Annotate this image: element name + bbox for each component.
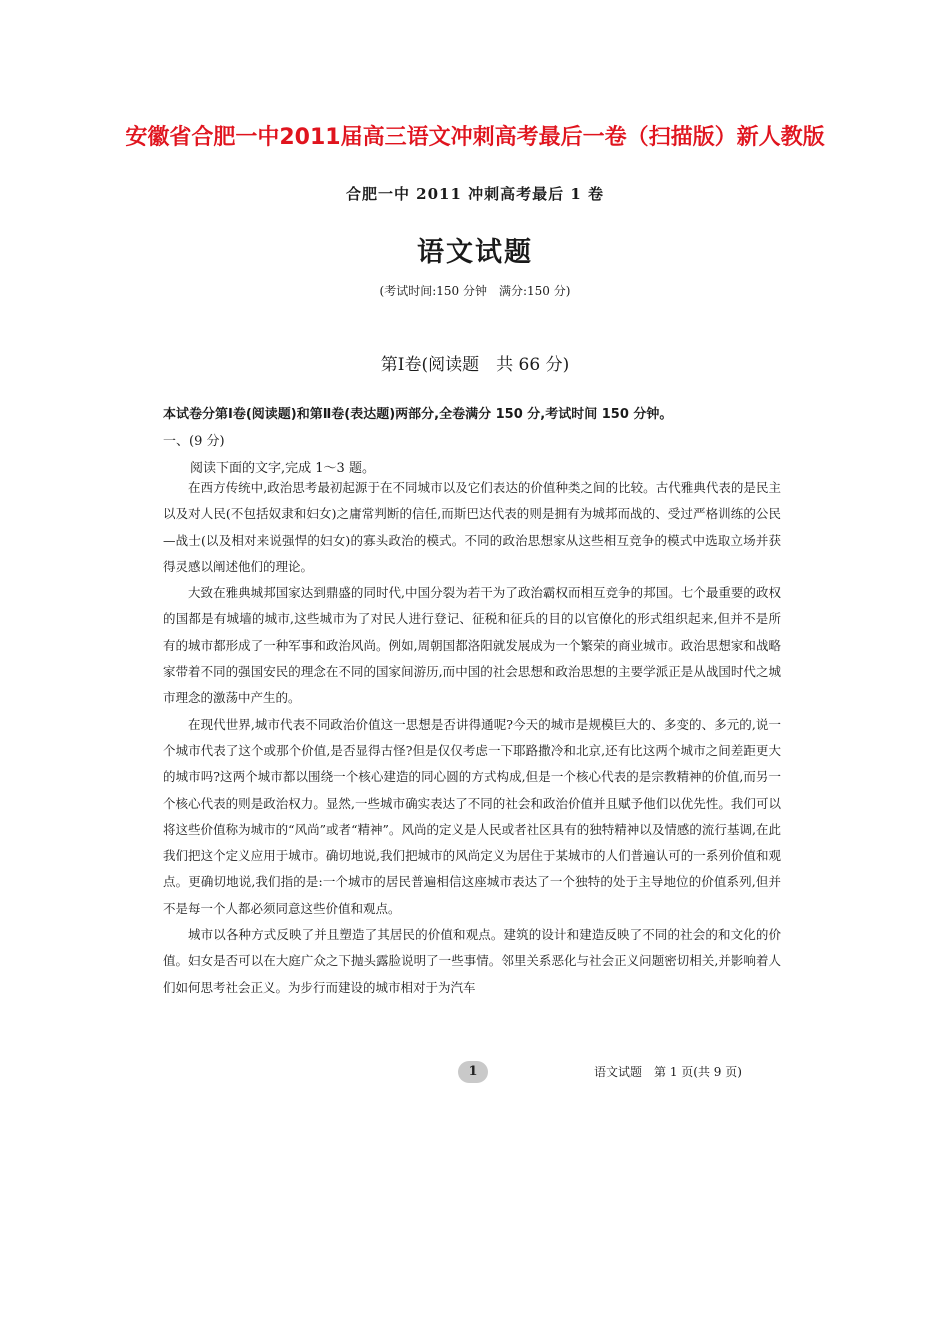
passage-paragraph: 在西方传统中,政治思考最初起源于在不同城市以及它们表达的价值种类之间的比较。古代雅典代表的是民主以及对人民(不包括奴隶和妇女)之庸常判断的信任,而斯巴达代表的则是拥有为城邦而战的、受过严格训练的公民—战士(以及相对来说强悍的妇女)的寡头政治的模式。不同的政治思想家从这些相互竞争的模式中选取立场并获得灵感以阐述他们的理论。 [163, 480, 781, 574]
passage-paragraph: 在现代世界,城市代表不同政治价值这一思想是否讲得通呢?今天的城市是规模巨大的、多变的、多元的,说一个城市代表了这个或那个价值,是否显得古怪?但是仅仅考虑一下耶路撒冷和北京,还有比这两个城市之间差距更大的城市吗?这两个城市都以围绕一个核心建造的同心圆的方式构成,但是一个核心代表的是宗教精神的价值,而另一个核心代表的则是政治权力。显然,一些城市确实表达了不同的社会和政治价值并且赋予他们以优先性。我们可以将这些价值称为城市的“风尚”或者“精神”。风尚的定义是人民或者社区具有的独特精神以及情感的流行基调,在此我们把这个定义应用于城市。确切地说,我们把城市的风尚定义为居住于某城市的人们普遍认可的一系列价值和观点。更确切地说,我们指的是:一个城市的居民普遍相信这座城市表达了一个独特的处于主导地位的价值系列,但并不是每一个人都必须同意这些价值和观点。 [163, 716, 781, 916]
exam-subject-title: 语文试题 [417, 237, 533, 268]
page-number-badge: 1 [458, 1061, 488, 1083]
passage-paragraph: 城市以各种方式反映了并且塑造了其居民的价值和观点。建筑的设计和建造反映了不同的社会的和文化的价值。妇女是否可以在大庭广众之下抛头露脸说明了一些事情。邻里关系恶化与社会正义问题密切相关,并影响着人们如何思考社会正义。为步行而建设的城市相对于为汽车 [163, 927, 781, 995]
exam-time-info: (考试时间:150 分钟 满分:150 分) [379, 284, 571, 298]
reading-passage [163, 475, 781, 1001]
section-title: 第Ⅰ卷(阅读题 共 66 分) [380, 355, 570, 375]
page-footer [0, 1057, 950, 1087]
exam-instructions: 本试卷分第Ⅰ卷(阅读题)和第Ⅱ卷(表达题)两部分,全卷满分 150 分,考试时间 150 分钟。 [163, 407, 673, 422]
passage-paragraph: 大致在雅典城邦国家达到鼎盛的同时代,中国分裂为若干为了政治霸权而相互竞争的邦国。七个最重要的政权的国都是有城墙的城市,这些城市为了对民人进行登记、征税和征兵的目的以官僚化的形式组织起来,但并不是所有的城市都形成了一种军事和政治风尚。例如,周朝国都洛阳就发展成为一个繁荣的商业城市。政治思想家和战略家带着不同的强国安民的理念在不同的国家间游历,而中国的社会思想和政治思想的主要学派正是从战国时代之城市理念的激荡中产生的。 [163, 585, 781, 706]
page-info: 语文试题 第 1 页(共 9 页) [594, 1065, 742, 1079]
exam-header: 合肥一中 2011 冲刺高考最后 1 卷 [345, 185, 605, 203]
question-heading: 一、(9 分) [163, 434, 225, 449]
reading-prompt: 阅读下面的文字,完成 1～3 题。 [190, 461, 375, 476]
document-title: 安徽省合肥一中2011届高三语文冲刺高考最后一卷（扫描版）新人教版 [125, 125, 825, 150]
scanned-exam-page [0, 175, 950, 1095]
